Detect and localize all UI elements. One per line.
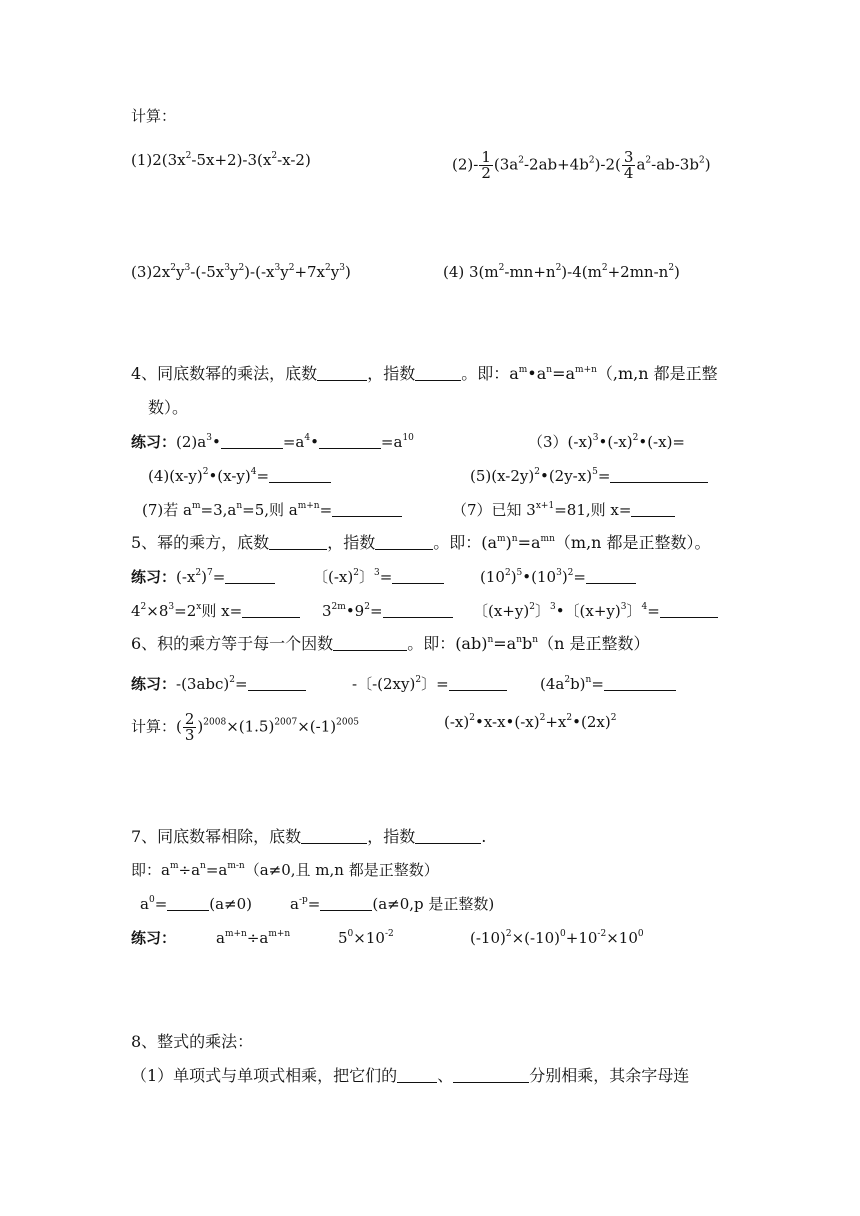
problem-2: (2)- $\frac{1}{2}$ $(3a^2-2ab+4b^2)-2$( $\frac{3}{4}$ $a^2-ab-3b^2$): [452, 148, 711, 182]
practice-7-ex-c: $(-10)^2\times(-10)^0+10^{-2}\times 10^0$: [470, 929, 644, 947]
practice-5-ex-b: 〔$(-x)^2$〕$^3$=: [313, 567, 444, 587]
section-4-rule: 4、同底数幂的乘法，底数 ，指数 。即：$a^m•a^n=a^{m+n}(,m,n$ 都是正整: [131, 364, 718, 383]
practice-4-ex3: $(3)(-x)^3•(-x)^2•(-x)=$: [528, 433, 685, 451]
practice-4-ex5: $(5)(x-2y)^2•(2y-x)^5=$: [470, 466, 708, 486]
section-7-rule: 7、同底数幂相除，底数 ，指数 .: [131, 827, 487, 846]
practice-5-ex-f: 〔$(x+y)^2$〕$^3$•〔$(x+y)^3$〕$^4$=: [473, 601, 718, 621]
practice-6-row-1: 练习：$-(3abc)^2=$: [131, 674, 306, 694]
fraction: $\frac{1}{2}$: [481, 148, 491, 182]
practice-7-label: 练习：: [131, 929, 177, 947]
practice-5-ex-c: $(10^2)^5•(10^3)^2=$: [480, 567, 636, 587]
section-4-rule-cont: 数）。: [148, 398, 189, 417]
practice-7-ex-a: $a^{m+n}\div a^{m+n}$: [216, 929, 291, 947]
section-7-zero-exp: $a^0= (a\ne 0)$: [140, 895, 253, 913]
practice-5-ex-d: $4^2\times 8^3=2^x$则 x=: [131, 601, 300, 621]
section-5-rule: 5、幂的乘方，底数 ，指数 。即：$(a^m)^n=a^{mn}(m,n$ 都是正整数）。: [131, 533, 711, 552]
practice-4-ex7a: (7)若 $a^m=3,a^n=5$,则 $a^{m+n}=$: [142, 500, 402, 520]
practice-4-ex7b: （7）已知 $3^{x+1}=81$,则 x=: [452, 500, 675, 520]
practice-5-ex-e: $3^{2m}•9^2=$: [322, 601, 453, 621]
section-7-neg-exp: $a^{-p}= (a\ne 0,p$ 是正整数): [290, 895, 495, 913]
fraction: $\frac{3}{4}$: [623, 148, 634, 182]
practice-6-ex-b: -〔$-(2xy)^2$〕=: [352, 674, 507, 694]
problem-3: $(3)2x^2y^3-(-5x^3y^2)-(-x^3y^2+7x^2y^3)$: [131, 263, 351, 281]
practice-4-row-1: 练习：$(2)a^3•$ $=a^4• =a^{10}$: [131, 433, 414, 451]
section-6-rule: 6、积的乘方等于每一个因数 。即：$(ab)^n=a^nb^n(n$ 是正整数）: [131, 634, 650, 653]
calc-6: 计算：( $\frac{2}{3}$ )$^{2008}\times(1.5)^{2007}\times(-1)^{2005}$: [131, 710, 360, 744]
problem-4: (4) $3(m^2-mn+n^2)-4(m^2+2mn-n^2)$: [443, 263, 680, 281]
section-8-rule-1: （1）单项式与单项式相乘，把它们的 、 分别相乘，其余字母连: [131, 1066, 690, 1085]
problem-1: $(1)2(3x^2-5x+2)-3(x^2-x-2)$: [131, 151, 311, 169]
section-8-title: 8、整式的乘法：: [131, 1032, 254, 1051]
calc-title: 计算：: [131, 107, 177, 125]
fraction: $\frac{2}{3}$: [184, 710, 195, 744]
practice-4-ex4: $(4)(x-y)^2•(x-y)^4=$: [148, 466, 331, 486]
section-7-formula: 即：$a^m\div a^n=a^{m-n}(a\ne 0$,且 m,n 都是正整数）: [131, 861, 439, 879]
calc-6-b: $(-x)^2•x-x•(-x)^2+x^2•(2x)^2$: [444, 713, 617, 731]
practice-7-ex-b: $5^0\times 10^{-2}$: [338, 929, 394, 947]
practice-6-ex-c: $(4a^2b)^n=$: [540, 674, 676, 694]
practice-5-row-1: 练习：$(-x^2)^7=$: [131, 567, 275, 587]
